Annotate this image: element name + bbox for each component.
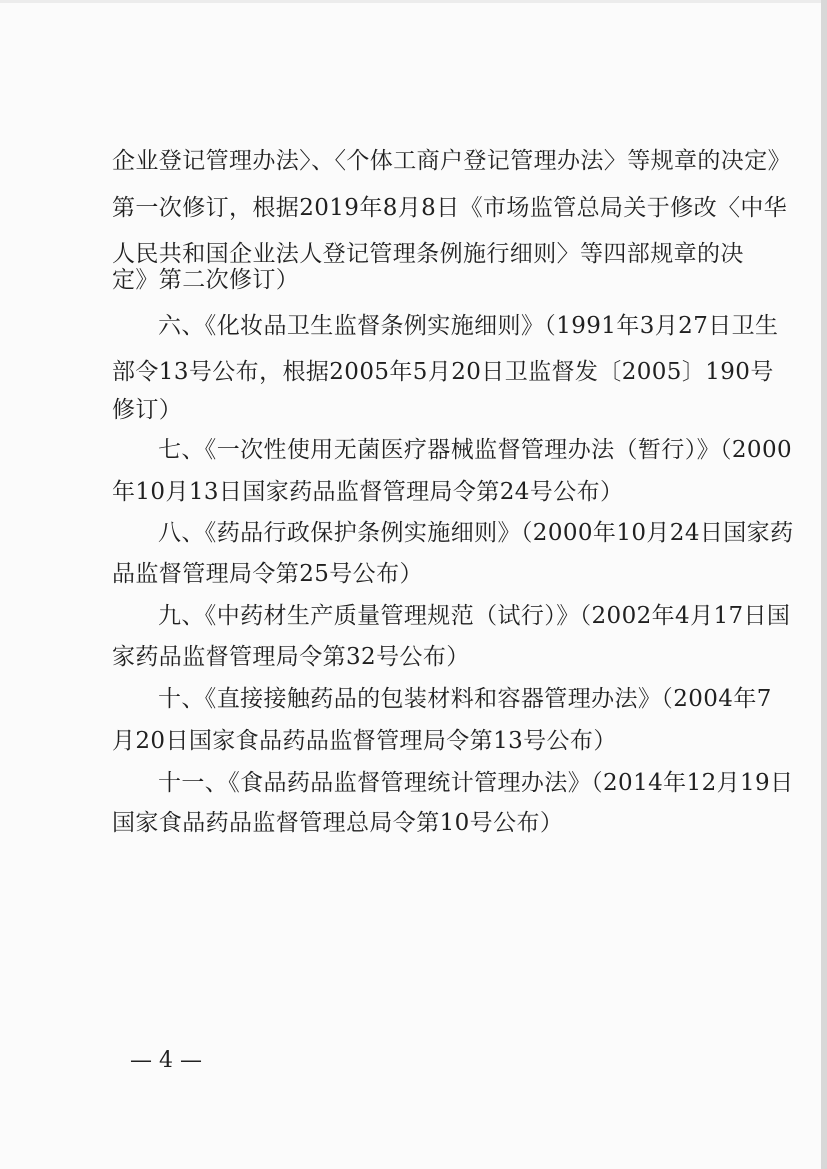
text-line: 月20日国家食品药品监督管理局令第13号公布） — [112, 728, 617, 754]
text-line: 国家食品药品监督管理总局令第10号公布） — [112, 810, 564, 836]
text-line: 企业登记管理办法〉、〈个体工商户登记管理办法〉等规章的决定》 — [112, 148, 791, 174]
text-line: 人民共和国企业法人登记管理条例施行细则〉等四部规章的决 — [112, 241, 744, 267]
scan-right-edge — [821, 0, 827, 1169]
text-line: 十、《直接接触药品的包装材料和容器管理办法》（2004年7 — [158, 686, 772, 712]
text-line: 部令13号公布，根据2005年5月20日卫监督发〔2005〕190号 — [112, 359, 774, 385]
text-line: 第一次修订，根据2019年8月8日《市场监管总局关于修改〈中华 — [112, 195, 788, 221]
text-line: 定》第二次修订） — [112, 267, 300, 293]
text-line: 十一、《食品药品监督管理统计管理办法》（2014年12月19日 — [158, 770, 794, 796]
text-line: 修订） — [112, 397, 183, 423]
text-line: 八、《药品行政保护条例实施细则》（2000年10月24日国家药 — [158, 520, 794, 546]
text-line: 九、《中药材生产质量管理规范（试行）》（2002年4月17日国 — [158, 603, 791, 629]
text-line: 年10月13日国家药品监督管理局令第24号公布） — [112, 479, 624, 505]
page-number: — 4 — — [130, 1048, 202, 1073]
text-line: 七、《一次性使用无菌医疗器械监督管理办法（暂行）》（2000 — [158, 437, 793, 463]
text-line: 家药品监督管理局令第32号公布） — [112, 644, 470, 670]
text-line: 六、《化妆品卫生监督条例实施细则》（1991年3月27日卫生 — [158, 313, 779, 339]
scan-top-edge — [0, 0, 827, 3]
text-line: 品监督管理局令第25号公布） — [112, 561, 423, 587]
